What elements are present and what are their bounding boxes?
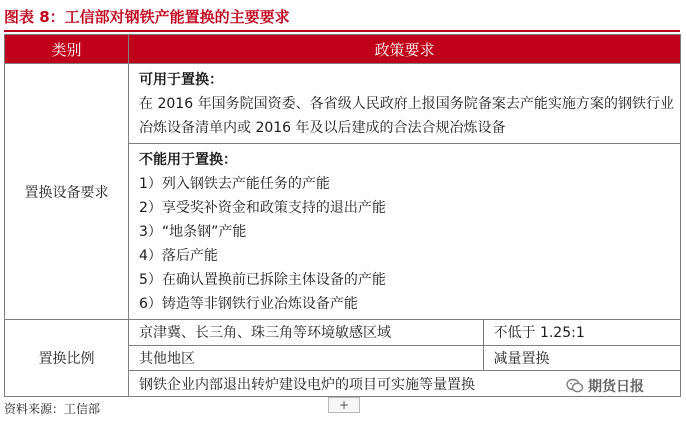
- ratio-requirement: 不低于 1.25:1: [483, 320, 680, 345]
- header-category: 类别: [5, 35, 129, 64]
- list-item: 1）列入钢铁去产能任务的产能: [139, 176, 330, 192]
- figure-title: 图表 8：工信部对钢铁产能置换的主要要求: [4, 8, 290, 26]
- wechat-icon: [566, 378, 584, 394]
- watermark: [566, 376, 644, 396]
- allowed-label: 可用于置换：: [139, 72, 223, 88]
- allowed-text: 在 2016 年国务院国资委、各省级人民政府上报国务院备案去产能实施方案的钢铁行业冶炼设备清单内或 2016 年及以后建成的合法合规冶炼设备: [139, 96, 674, 136]
- table-header-row: [5, 35, 681, 64]
- list-item: 3）“地条钢”产能: [139, 224, 247, 240]
- ratio-note: 钢铁企业内部退出转炉建设电炉的项目可实施等量置换: [129, 371, 680, 396]
- table-row: [5, 64, 681, 320]
- header-policy: 政策要求: [129, 35, 681, 64]
- policy-equipment-cell: [129, 64, 681, 320]
- expand-button[interactable]: +: [328, 397, 360, 413]
- category-replacement-ratio: 置换比例: [5, 320, 129, 397]
- watermark-text: 期货日报: [588, 379, 644, 395]
- list-item: 5）在确认置换前已拆除主体设备的产能: [139, 272, 386, 288]
- disallowed-block: [129, 143, 680, 319]
- list-item: 2）享受奖补资金和政策支持的退出产能: [139, 200, 386, 216]
- category-equipment-requirements: 置换设备要求: [5, 64, 129, 320]
- disallowed-label: 不能用于置换：: [139, 152, 237, 168]
- policy-table: [4, 34, 681, 397]
- ratio-row: [129, 320, 680, 345]
- allowed-block: [129, 64, 680, 143]
- ratio-region: 京津冀、长三角、珠三角等环境敏感区域: [139, 325, 391, 342]
- list-item: 6）铸造等非钢铁行业冶炼设备产能: [139, 296, 358, 312]
- ratio-region: 其他地区: [129, 345, 483, 371]
- list-item: 4）落后产能: [139, 248, 218, 264]
- ratio-row: [129, 345, 680, 371]
- ratio-requirement: 减量置换: [483, 345, 680, 371]
- title-underline: [4, 30, 680, 32]
- source-note: 资料来源：工信部: [4, 402, 101, 416]
